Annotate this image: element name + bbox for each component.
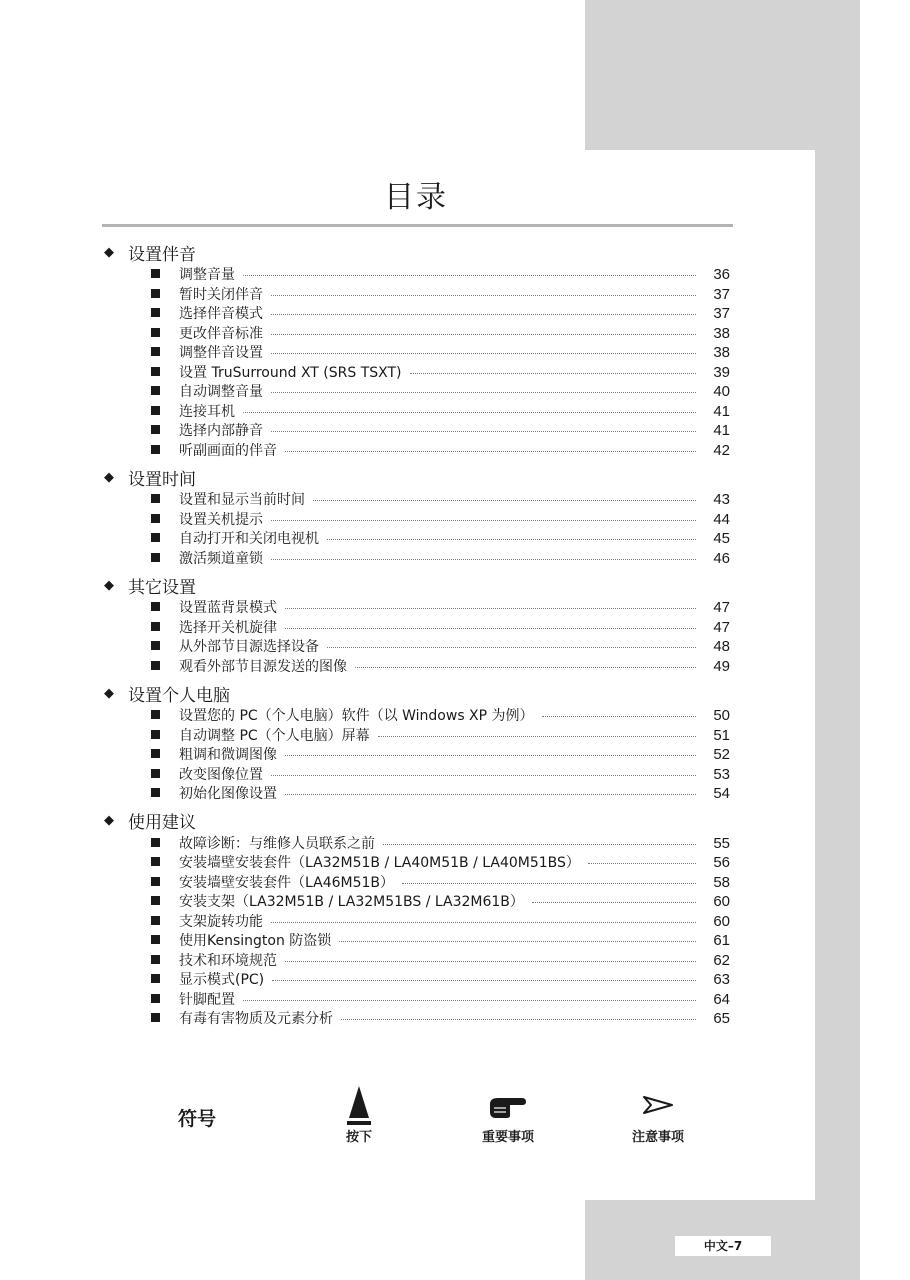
entry-label: 选择内部静音 (179, 423, 263, 439)
entry-label: 观看外部节目源发送的图像 (179, 658, 347, 675)
entry-label: 自动调整音量 (179, 384, 263, 400)
entry-label: 调整音量 (179, 267, 235, 283)
square-bullet-icon (151, 916, 160, 925)
dot-leader (285, 755, 696, 756)
square-bullet-icon (151, 1013, 160, 1022)
toc-entry (104, 656, 730, 676)
entry-page-number: 56 (713, 854, 730, 871)
square-bullet-icon (151, 955, 160, 964)
entry-label: 从外部节目源选择设备 (179, 639, 319, 655)
entry-label: 听副画面的伴音 (179, 442, 277, 459)
entry-page-number: 41 (713, 422, 730, 439)
toc-entry (104, 284, 730, 304)
square-bullet-icon (151, 896, 160, 905)
entry-page-number: 61 (713, 932, 730, 949)
entry-label: 改变图像位置 (179, 766, 263, 783)
dot-leader (313, 500, 696, 501)
toc-entry (104, 342, 730, 362)
square-bullet-icon (151, 838, 160, 847)
entry-label: 选择开关机旋律 (179, 619, 277, 636)
entry-label: 调整伴音设置 (179, 345, 263, 361)
toc-entry (104, 911, 730, 931)
entry-page-number: 42 (713, 441, 730, 459)
section-title: 使用建议 (128, 813, 196, 833)
square-bullet-icon (151, 769, 160, 778)
toc-entry (104, 528, 730, 548)
dot-leader (271, 392, 696, 393)
entry-page-number: 65 (713, 1010, 730, 1027)
entry-page-number: 38 (713, 324, 730, 342)
entry-page-number: 47 (713, 618, 730, 636)
toc-entry (104, 548, 730, 568)
entry-label: 设置和显示当前时间 (179, 492, 305, 508)
square-bullet-icon (151, 749, 160, 758)
symbol-note (626, 1094, 690, 1145)
dot-leader (339, 941, 696, 942)
toc-entry (104, 969, 730, 989)
entry-label: 针脚配置 (179, 991, 235, 1008)
dot-leader (410, 373, 697, 374)
dot-leader (243, 412, 696, 413)
toc-entry (104, 440, 730, 460)
square-bullet-icon (151, 641, 160, 650)
square-bullet-icon (151, 514, 160, 523)
section-heading (104, 681, 730, 705)
entry-page-number: 60 (713, 893, 730, 910)
entry-page-number: 38 (713, 344, 730, 361)
entry-label: 设置 TruSurround XT (SRS TSXT) (179, 364, 402, 381)
toc-entry (104, 617, 730, 637)
symbol-label: 按下 (345, 1130, 372, 1145)
toc-entry (104, 744, 730, 764)
entry-label: 显示模式(PC) (179, 972, 265, 988)
entry-page-number: 44 (713, 510, 730, 528)
square-bullet-icon (151, 661, 160, 670)
symbol-label: 重要事项 (481, 1130, 534, 1145)
square-bullet-icon (151, 935, 160, 944)
entry-page-number: 54 (713, 785, 730, 802)
press-icon (338, 1084, 380, 1124)
square-bullet-icon (151, 994, 160, 1003)
decorative-band-top (585, 0, 860, 150)
diamond-bullet-icon: ◆ (104, 469, 114, 485)
diamond-bullet-icon: ◆ (104, 813, 114, 828)
entry-label: 自动调整 PC（个人电脑）屏幕 (179, 727, 370, 744)
square-bullet-icon (151, 406, 160, 415)
title-divider (102, 224, 733, 227)
entry-label: 设置关机提示 (179, 511, 263, 528)
entry-label: 故障诊断：与维修人员联系之前 (179, 835, 375, 852)
dot-leader (271, 775, 696, 776)
square-bullet-icon (151, 788, 160, 797)
dot-leader (271, 314, 696, 315)
entry-label: 设置您的 PC（个人电脑）软件（以 Windows XP 为例） (179, 708, 534, 724)
section-heading (104, 573, 730, 597)
square-bullet-icon (151, 533, 160, 542)
section-heading (104, 809, 730, 833)
entry-page-number: 50 (713, 707, 730, 724)
entry-page-number: 41 (713, 402, 730, 420)
entry-page-number: 39 (713, 363, 730, 381)
toc-entry (104, 264, 730, 284)
symbol-press (338, 1084, 380, 1145)
toc-section (104, 240, 730, 459)
entry-page-number: 40 (713, 383, 730, 400)
entry-page-number: 64 (713, 990, 730, 1008)
entry-page-number: 62 (713, 951, 730, 969)
dot-leader (341, 1019, 696, 1020)
dot-leader (327, 647, 696, 648)
diamond-bullet-icon: ◆ (104, 685, 114, 701)
dot-leader (243, 275, 696, 276)
square-bullet-icon (151, 602, 160, 611)
dot-leader (285, 961, 696, 962)
entry-label: 更改伴音标准 (179, 325, 263, 342)
section-title: 其它设置 (128, 577, 196, 598)
square-bullet-icon (151, 347, 160, 356)
dot-leader (271, 559, 696, 560)
section-title: 设置时间 (128, 469, 196, 490)
toc-section (104, 465, 730, 567)
entry-page-number: 53 (713, 765, 730, 783)
section-title: 设置个人电脑 (128, 685, 230, 706)
entry-page-number: 46 (713, 549, 730, 567)
dot-leader (271, 520, 696, 521)
entry-label: 安装支架（LA32M51B / LA32M51BS / LA32M61B） (179, 894, 524, 910)
entry-label: 初始化图像设置 (179, 786, 277, 802)
entry-label: 技术和环境规范 (179, 952, 277, 969)
decorative-band-right (815, 150, 860, 1200)
square-bullet-icon (151, 445, 160, 454)
square-bullet-icon (151, 425, 160, 434)
entry-label: 连接耳机 (179, 403, 235, 420)
toc-entry (104, 764, 730, 784)
entry-page-number: 43 (713, 491, 730, 508)
entry-page-number: 47 (713, 599, 730, 616)
dot-leader (327, 539, 696, 540)
toc-entry (104, 1008, 730, 1028)
entry-page-number: 52 (713, 746, 730, 763)
toc-entry (104, 362, 730, 382)
entry-page-number: 58 (713, 873, 730, 891)
entry-page-number: 36 (713, 266, 730, 283)
dot-leader (383, 844, 696, 845)
toc-section (104, 809, 730, 1028)
entry-label: 激活频道童锁 (179, 550, 263, 567)
toc-section (104, 681, 730, 803)
section-title: 设置伴音 (128, 244, 196, 265)
entry-label: 暂时关闭伴音 (179, 286, 263, 303)
entry-page-number: 37 (713, 305, 730, 322)
entry-page-number: 37 (713, 285, 730, 303)
square-bullet-icon (151, 974, 160, 983)
dot-leader (285, 608, 696, 609)
toc-entry (104, 509, 730, 529)
entry-page-number: 63 (713, 971, 730, 988)
arrow-note-icon (626, 1094, 690, 1124)
entry-label: 支架旋转功能 (179, 913, 263, 930)
page-number: 中文–7 (675, 1236, 771, 1256)
dot-leader (355, 667, 696, 668)
toc-entry (104, 636, 730, 656)
entry-page-number: 45 (713, 530, 730, 547)
square-bullet-icon (151, 328, 160, 337)
square-bullet-icon (151, 553, 160, 562)
entry-label: 使用Kensington 防盗锁 (179, 933, 332, 949)
entry-page-number: 51 (713, 726, 730, 744)
toc-entry (104, 323, 730, 343)
dot-leader (271, 295, 696, 296)
toc-entry (104, 725, 730, 745)
dot-leader (402, 883, 696, 884)
toc-entry (104, 852, 730, 872)
square-bullet-icon (151, 730, 160, 739)
toc-entry (104, 705, 730, 725)
toc-entry (104, 930, 730, 950)
square-bullet-icon (151, 877, 160, 886)
entry-label: 设置蓝背景模式 (179, 600, 277, 616)
square-bullet-icon (151, 289, 160, 298)
section-heading (104, 465, 730, 489)
entry-label: 安装墙壁安装套件（LA46M51B） (179, 874, 395, 891)
square-bullet-icon (151, 710, 160, 719)
square-bullet-icon (151, 622, 160, 631)
entry-label: 粗调和微调图像 (179, 747, 277, 763)
square-bullet-icon (151, 494, 160, 503)
toc-entry (104, 783, 730, 803)
entry-label: 选择伴音模式 (179, 306, 263, 322)
symbol-label: 注意事项 (631, 1130, 684, 1145)
square-bullet-icon (151, 269, 160, 278)
dot-leader (285, 628, 696, 629)
dot-leader (271, 334, 696, 335)
entry-page-number: 60 (713, 912, 730, 930)
dot-leader (285, 451, 696, 452)
toc-entry (104, 401, 730, 421)
toc-entry (104, 303, 730, 323)
entry-page-number: 48 (713, 638, 730, 655)
dot-leader (532, 902, 696, 903)
toc-entry (104, 950, 730, 970)
dot-leader (542, 716, 696, 717)
toc-entry (104, 420, 730, 440)
dot-leader (285, 794, 696, 795)
square-bullet-icon (151, 386, 160, 395)
square-bullet-icon (151, 367, 160, 376)
section-heading (104, 240, 730, 264)
dot-leader (243, 1000, 696, 1001)
toc-entry (104, 489, 730, 509)
dot-leader (271, 353, 696, 354)
dot-leader (271, 922, 696, 923)
toc-section (104, 573, 730, 675)
symbol-important (476, 1094, 540, 1145)
square-bullet-icon (151, 308, 160, 317)
entry-label: 自动打开和关闭电视机 (179, 531, 319, 547)
diamond-bullet-icon: ◆ (104, 577, 114, 593)
entry-label: 安装墙壁安装套件（LA32M51B / LA40M51B / LA40M51BS） (179, 855, 580, 871)
pointing-hand-icon (476, 1094, 540, 1124)
entry-label: 有毒有害物质及元素分析 (179, 1011, 333, 1027)
toc-entry (104, 381, 730, 401)
dot-leader (588, 863, 696, 864)
toc-entry (104, 989, 730, 1009)
dot-leader (378, 736, 696, 737)
table-of-contents (104, 240, 730, 1034)
square-bullet-icon (151, 857, 160, 866)
toc-entry (104, 833, 730, 853)
diamond-bullet-icon: ◆ (104, 244, 114, 260)
toc-entry (104, 597, 730, 617)
entry-page-number: 49 (713, 657, 730, 675)
entry-page-number: 55 (713, 834, 730, 852)
dot-leader (272, 980, 696, 981)
page-title: 目录 (384, 180, 448, 215)
dot-leader (271, 431, 696, 432)
toc-entry (104, 872, 730, 892)
toc-entry (104, 891, 730, 911)
symbols-title: 符号 (178, 1108, 217, 1130)
